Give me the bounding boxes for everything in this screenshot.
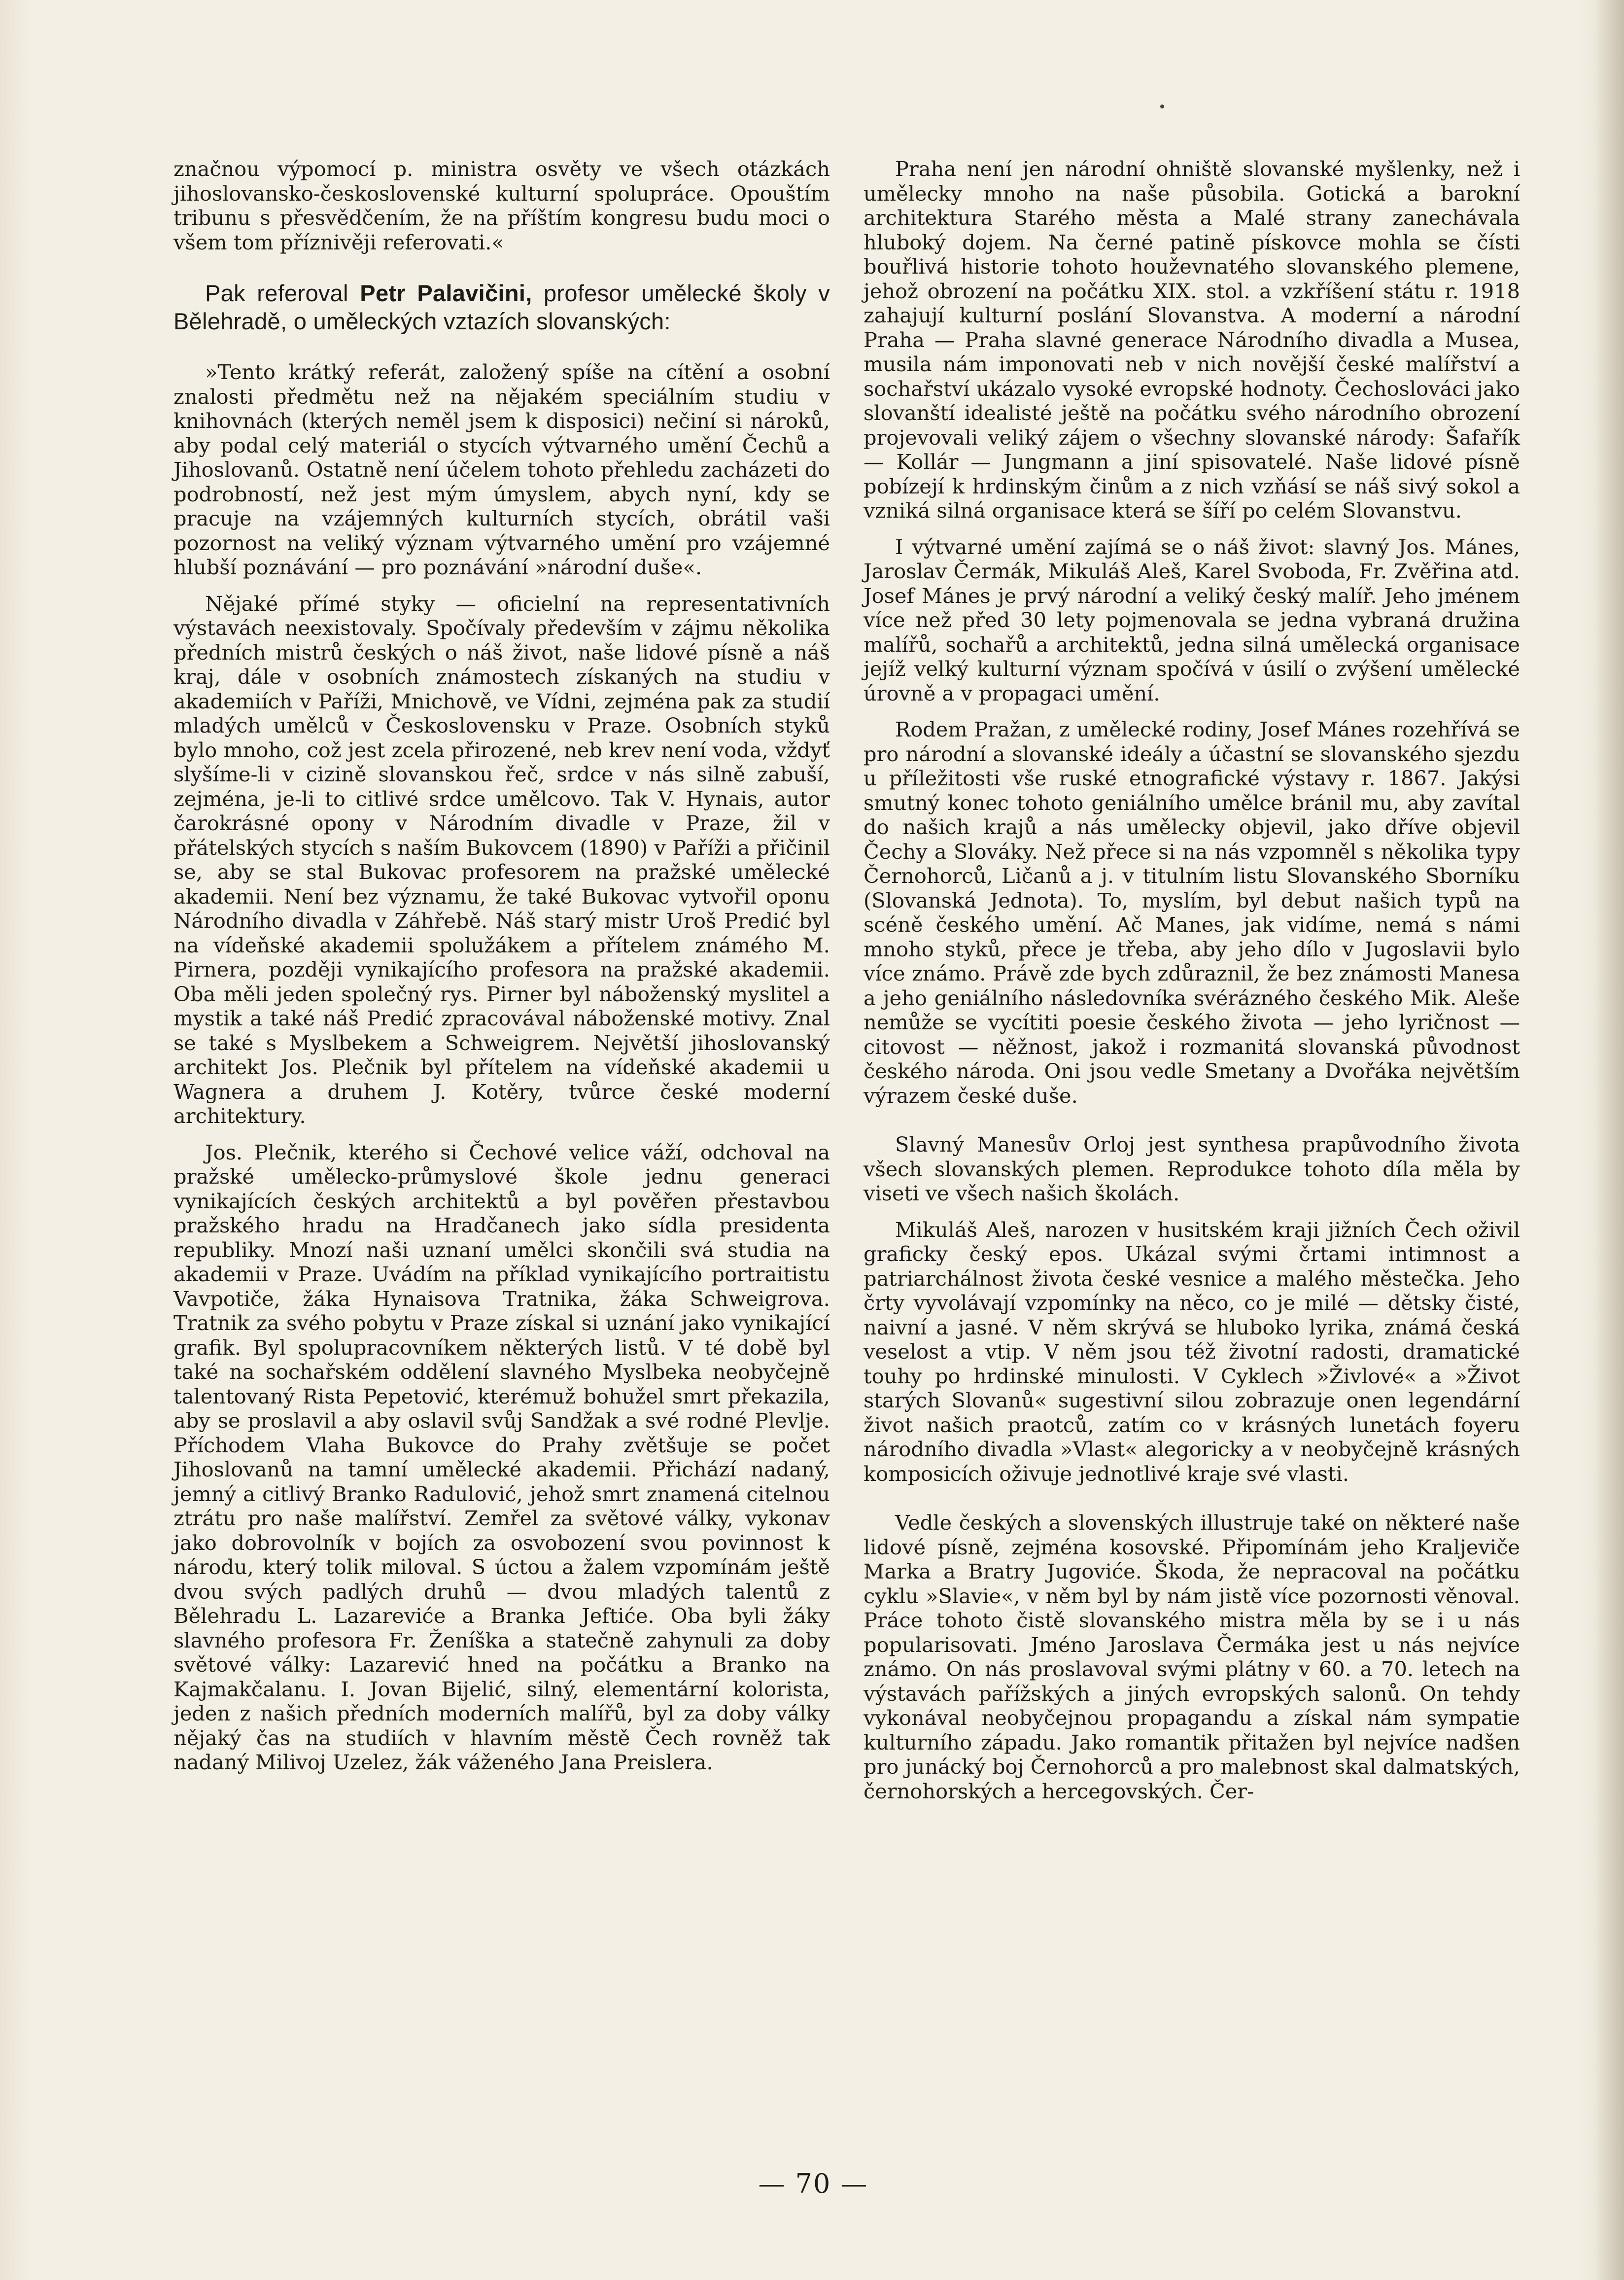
right-paragraph-4: Slavný Manesův Orloj jest synthesa prapůvodního života všech slovanských plemen. Reprodukce tohoto díla měla by viseti ve všech našich školách. (864, 1132, 1520, 1205)
left-paragraph-5: Jos. Plečnik, kterého si Čechové velice váží, odchoval na pražské umělecko-průmyslové škole jednu generaci vynikajících českých architektů a byl pověřen přestavbou pražského hradu na Hradčanech jako sídla presidenta republiky. Mnozí naši uznaní umělci skončili svá studia na akademii v Praze. Uvádím na příklad vynikajícího portraitistu Vavpotiče, žáka Hynaisova Tratnika, žáka Schweigrova. Tratnik za svého pobytu v Praze získal si uznání jako vynikající grafik. Byl spolupracovníkem některých listů. V té době byl také na sochařském oddělení slavného Myslbeka neobyčejně talentovaný Rista Pepetović, kterémuž bohužel smrt překazila, aby se proslavil a aby oslavil svůj Sandžak a své rodné Plevlje. Příchodem Vlaha Bukovce do Prahy zvětšuje se počet Jihoslovanů na tamní umělecké akademii. Přichází nadaný, jemný a citlivý Branko Radulović, jehož smrt znamená citelnou ztrátu pro naše malířství. Zemřel za světové války, vykonav jako dobrovolník v bojích za osvobození svou povinnost k národu, který tolik miloval. S úctou a žalem vzpomínám ještě dvou svých padlých druhů — dvou mladých talentů z Bělehradu L. Lazareviće a Branka Jeftiće. Oba byli žáky slavného profesora Fr. Ženíška a statečně zahynuli za doby světové války: Lazarević hned na počátku a Branko na Kajmakčalanu. I. Jovan Bijelić, silný, elementární kolorista, jeden z našich předních moderních malířů, byl za doby války nějaký čas na studiích v hlavním městě Čech rovněž tak nadaný Milivoj Uzelez, žák váženého Jana Preislera. (173, 1140, 830, 1774)
left-paragraph-1: značnou výpomocí p. ministra osvěty ve všech otázkách jihoslovansko-československé kulturní spolupráce. Opouštím tribunu s přesvědčením, že na příštím kongresu budu moci o všem tom příznivěji referovati.« (173, 157, 830, 254)
speaker-introduction (173, 279, 830, 335)
binding-shadow (1594, 0, 1624, 2280)
right-paragraph-5: Mikuláš Aleš, narozen v husitském kraji jižních Čech oživil graficky český epos. Ukázal svými črtami intimnost a patriarchálnost života české vesnice a malého městečka. Jeho črty vyvolávají vzpomínky na něco, co je milé — dětsky čisté, naivní a jasné. V něm skrývá se hluboko lyrika, známá česká veselost a vtip. V něm jsou též životní radosti, dramatické touhy po hrdinské minulosti. V Cyklech »Živlové« a »Život starých Slovanů« sugestivní silou zobrazuje onen legendární život našich praotců, zatím co v krásných lunetách foyeru národního divadla »Vlast« alegoricky a v neobyčejně krásných komposicích oživuje jednotlivé kraje své vlasti. (864, 1217, 1520, 1486)
left-paragraph-3: »Tento krátký referát, založený spíše na cítění a osobní znalosti předmětu než na nějakém speciálním studiu v knihovnách (kterých neměl jsem k disposici) nečiní si nároků, aby podal celý materiál o stycích výtvarného umění Čechů a Jihoslovanů. Ostatně není účelem tohoto přehledu zacházeti do podrobností, než jest mým úmyslem, abych nyní, kdy se pracuje na vzájemných kulturních stycích, obrátil vaši pozornost na veliký význam výtvarného umění pro vzájemné hlubší poznávání — pro poznávání »národní duše«. (173, 360, 830, 579)
speaker-name: Petr Palavičini, (360, 280, 532, 306)
right-paragraph-3: Rodem Pražan, z umělecké rodiny, Josef Mánes rozehřívá se pro národní a slovanské ideály a účastní se slovanského sjezdu u příležitosti vše ruské etnografické výstavy r. 1867. Jakýsi smutný konec tohoto geniálního umělce bránil mu, aby zavítal do našich krajů a nás umělecky objevil, jako dříve objevil Čechy a Slováky. Než přece si na nás vzpomněl s několika typy Černohorců, Ličanů a j. v titulním listu Slovanského Sborníku (Slovanská Jednota). To, myslím, byl debut našich typů na scéně českého umění. Ač Manes, jak vidíme, nemá s námi mnoho styků, přece je třeba, aby jeho dílo v Jugoslavii bylo více známo. Právě zde bych zdůraznil, že bez známosti Manesa a jeho geniálního následovníka svérázného českého Mik. Aleše nemůže se vycítiti poesie českého života — jeho lyričnost — citovost — něžnost, jakož i rozmanitá slovanská původnost českého národa. Oni jsou vedle Smetany a Dvořáka největším výrazem české duše. (864, 717, 1520, 1108)
right-paragraph-6: Vedle českých a slovenských illustruje také on některé naše lidové písně, zejména kosovské. Připomínám jeho Kraljeviče Marka a Bratry Jugoviće. Škoda, že nepracoval na počátku cyklu »Slavie«, v něm byl by nám jistě více pozornosti věnoval. Práce tohoto čistě slovanského mistra měla by se i u nás popularisovati. Jméno Jaroslava Čermáka jest u nás nejvíce známo. On nás proslavoval svými plátny v 60. a 70. letech na výstavách pařížských a jiných evropských salonů. On tehdy vykonával neobyčejnou propagandu a získal nám sympatie kulturního západu. Jako romantik přitažen byl nejvíce nadšen pro junácký boj Černohorců a pro malebnost skal dalmatských, černohorských a hercegovských. Čer- (864, 1510, 1520, 1803)
intro-rest: profesor umělecké školy v Bělehradě, o uměleckých vztazích slovanských: (173, 280, 830, 334)
right-paragraph-1: Praha není jen národní ohniště slovanské myšlenky, než i umělecky mnoho na naše působila. Gotická a barokní architektura Starého města a Malé strany zanechávala hluboký dojem. Na černé patině pískovce mohla se čísti bouřlivá historie tohoto houževnatého slovanského plemene, jehož obrození na počátku XIX. stol. a vzkříšení státu r. 1918 zahajují kulturní poslání Slovanstva. A moderní a národní Praha — Praha slavné generace Národního divadla a Musea, musila nám imponovati neb v nich novější české malířství a sochařství ukázalo vysoké evropské hodnoty. Čechoslováci jako slovanští idealisté ještě na počátku svého národního obrození projevovali veliký zájem o všechny slovanské národy: Šafařík — Kollár — Jungmann a jiní spisovatelé. Naše lidové písně pobízejí k hrdinským činům a z nich vzňásí se náš sivý sokol a vzniká silná organisace která se šíří po celém Slovanstvu. (864, 157, 1520, 523)
print-speck (1160, 105, 1164, 108)
right-column (864, 157, 1520, 1803)
left-paragraph-4: Nějaké přímé styky — oficielní na representativních výstavách neexistovaly. Spočívaly především v zájmu několika předních mistrů českých o náš život, naše lidové písně a náš kraj, dále v osobních známostech získaných na studiu v akademiích v Paříži, Mnichově, ve Vídni, zejména pak za studií mladých umělců v Československu v Praze. Osobních styků bylo mnoho, což jest zcela přirozené, neb krev není voda, vždyť slyšíme-li v cizině slovanskou řeč, srdce v nás silně zabuší, zejména, je-li to citlivé srdce umělcovo. Tak V. Hynais, autor čarokrásné opony v Národním divadle v Praze, žil v přátelských stycích s naším Bukovcem (1890) v Paříži a přičinil se, aby se stal Bukovac profesorem na pražské umělecké akademii. Není bez významu, že také Bukovac vytvořil oponu Národního divadla v Záhřebě. Náš starý mistr Uroš Predić byl na vídeňské akademii spolužákem a přítelem známého M. Pirnera, později vynikajícího profesora na pražské akademii. Oba měli jeden společný rys. Pirner byl náboženský myslitel a mystik a také náš Predić zpracovával náboženské motivy. Znal se také s Myslbekem a Schweigrem. Největší jihoslovanský architekt Jos. Plečnik byl přítelem na vídeňské akademii u Wagnera a druhem J. Kotěry, tvůrce české moderní architektury. (173, 591, 830, 1128)
right-paragraph-2: I výtvarné umění zajímá se o náš život: slavný Jos. Mánes, Jaroslav Čermák, Mikuláš Aleš, Karel Svoboda, Fr. Zvěřina atd. Josef Mánes je prvý národní a veliký český malíř. Jeho jménem více než před 30 lety pojmenovala se jedna vybraná družina malířů, sochařů a architektů, jedna silná umělecká organisace jejíž velký kulturní význam spočívá v úsilí o zvýšení umělecké úrovně a v propagaci umění. (864, 534, 1520, 705)
intro-lead: Pak referoval (205, 280, 348, 306)
left-column (173, 157, 830, 1775)
page-number: — 70 — (758, 2168, 868, 2199)
